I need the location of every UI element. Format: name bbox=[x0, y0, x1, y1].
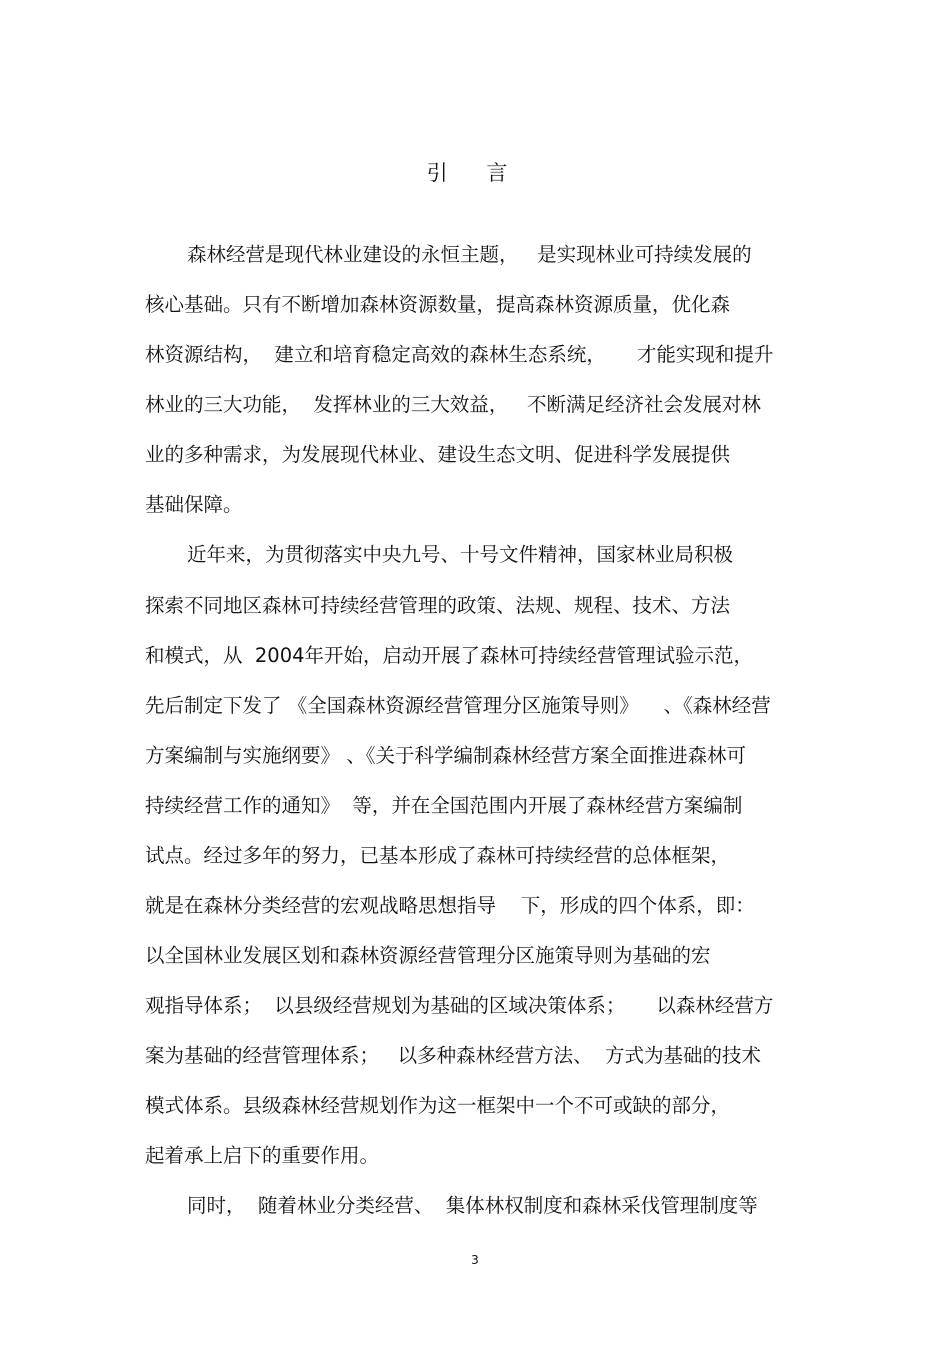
paragraph-line: 先后制定下发了 《全国森林资源经营管理分区施策导则》 、《森林经营 bbox=[145, 694, 771, 717]
paragraph-line: 模式体系。县级森林经营规划作为这一框架中一个不可或缺的部分， bbox=[145, 1094, 731, 1117]
paragraph-line: 就是在森林分类经营的宏观战略思想指导 下，形成的四个体系，即： bbox=[145, 894, 755, 917]
paragraph-line: 林业的三大功能， 发挥林业的三大效益， 不断满足经济社会发展对林 bbox=[145, 393, 761, 416]
paragraph-line: 业的多种需求，为发展现代林业、建设生态文明、促进科学发展提供 bbox=[145, 443, 731, 466]
page-title: 引 言 bbox=[426, 161, 524, 185]
paragraph-line: 持续经营工作的通知》 等，并在全国范围内开展了森林经营方案编制 bbox=[145, 794, 743, 817]
paragraph-line: 探索不同地区森林可持续经营管理的政策、法规、规程、技术、方法 bbox=[145, 594, 731, 617]
paragraph-line: 和模式，从 2004年开始，启动开展了森林可持续经营管理试验示范， bbox=[145, 644, 754, 667]
paragraph-line: 案为基础的经营管理体系； 以多种森林经营方法、 方式为基础的技术 bbox=[145, 1044, 761, 1067]
paragraph-line: 林资源结构， 建立和培育稳定高效的森林生态系统， 才能实现和提升 bbox=[145, 343, 774, 366]
page-number: 3 bbox=[471, 1253, 479, 1267]
paragraph-line: 近年来，为贯彻落实中央九号、十号文件精神，国家林业局积极 bbox=[187, 543, 734, 566]
paragraph-line: 核心基础。只有不断增加森林资源数量，提高森林资源质量，优化森 bbox=[145, 293, 731, 316]
paragraph-line: 试点。经过多年的努力，已基本形成了森林可持续经营的总体框架， bbox=[145, 844, 731, 867]
paragraph-line: 起着承上启下的重要作用。 bbox=[145, 1144, 380, 1167]
paragraph-line: 同时， 随着林业分类经营、 集体林权制度和森林采伐管理制度等 bbox=[187, 1194, 758, 1217]
paragraph-line: 观指导体系； 以县级经营规划为基础的区域决策体系； 以森林经营方 bbox=[145, 994, 774, 1017]
paragraph-line: 基础保障。 bbox=[145, 493, 243, 516]
paragraph-line: 方案编制与实施纲要》 、《关于科学编制森林经营方案全面推进森林可 bbox=[145, 744, 746, 767]
paragraph-line: 以全国林业发展区划和森林资源经营管理分区施策导则为基础的宏 bbox=[145, 944, 711, 967]
paragraph-line: 森林经营是现代林业建设的永恒主题， 是实现林业可持续发展的 bbox=[187, 243, 752, 266]
